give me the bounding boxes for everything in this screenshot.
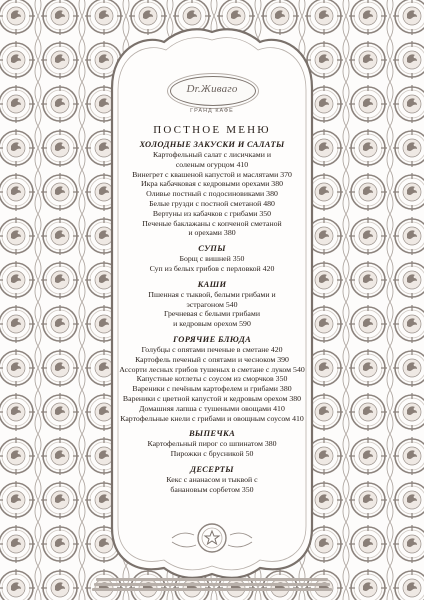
menu-item: Капустные котлеты с соусом из сморчков 350 [136,374,288,384]
section-hot-dishes [116,334,308,423]
menu-item: Икра кабачковая с кедровыми орехами 380 [140,179,284,189]
menu-item: Печеные баклажаны с копченой сметаной и орехами 380 [142,218,282,238]
section-heading: КАШИ [197,278,227,289]
menu-item: Вареники с цветной капустой и кедровым орехом 380 [122,393,302,403]
menu-item: Белые грузди с постной сметаной 480 [149,198,275,208]
section-soups [116,243,308,274]
fine-print-line [92,588,332,591]
fine-print-line [94,583,330,586]
menu-item: Вертуны из кабачков с грибами 350 [152,208,272,218]
section-heading: ГОРЯЧИЕ БЛЮДА [172,333,252,344]
menu-item: Ассорти лесных грибов тушеных в сметане с луком 540 [119,364,305,374]
menu-item: Кекс с ананасом и тыквой с банановым сорбетом 350 [166,474,258,494]
section-desserts [116,464,308,495]
menu-item: Картофель печеный с опятами и чесноком 390 [135,354,289,364]
menu-item: Картофельные кнели с грибами и овощным соусом 410 [120,413,304,423]
menu-item: Оливье постный с подосиновиками 380 [146,189,278,199]
menu-item: Домашняя лапша с тушеными овощами 410 [139,403,285,413]
section-heading: ХОЛОДНЫЕ ЗАКУСКИ И САЛАТЫ [139,139,285,149]
brand-logo [160,72,264,120]
menu-item: Пшенная с тыквой, белыми грибами и эстрагоном 540 [148,289,276,309]
brand-subtitle: ГРАНД КАФЕ [190,108,234,114]
menu-item: Картофельный пирог со шпинатом 380 [147,439,277,449]
menu-item: Пирожки с брусникой 50 [170,449,254,459]
section-heading: ВЫПЕЧКА [188,428,236,439]
menu-content [116,124,308,500]
section-heading: ДЕСЕРТЫ [190,463,234,474]
menu-item: Суп из белых грибов с перловкой 420 [149,263,275,273]
fine-print-line [96,578,328,581]
menu-item: Винегрет с квашеной капустой и маслятами 370 [132,169,292,179]
menu-item: Вареники с печёным картофелем и грибами 380 [132,384,292,394]
menu-item: Гречневая с белыми грибами и кедровым орехом 590 [163,309,261,329]
section-cold-appetizers [116,139,308,238]
brand-name: Dr.Живаго [186,83,238,95]
footer-fine-print [88,578,336,593]
section-porridges [116,279,308,329]
section-pastry [116,428,308,459]
menu-item: Борщ с вишней 350 [179,254,245,264]
menu-item: Голубцы с опятами печеные в сметане 420 [141,344,283,354]
menu-item: Картофельный салат с лисичками и соленым огурцом 410 [152,150,272,169]
menu-title: ПОСТНОЕ МЕНЮ [153,124,271,136]
section-heading: СУПЫ [198,243,226,254]
